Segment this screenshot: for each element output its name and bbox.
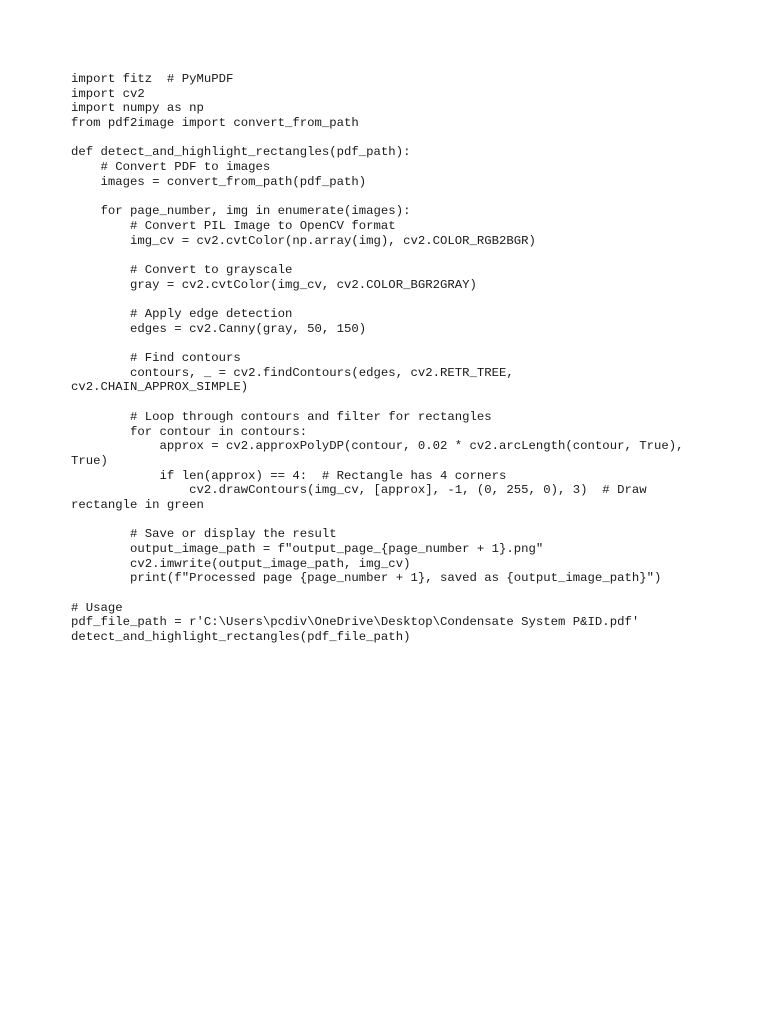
- code-line: print(f"Processed page {page_number + 1}, saved as {output_image_path}"): [71, 571, 662, 586]
- code-line: cv2.imwrite(output_image_path, img_cv): [71, 556, 411, 571]
- code-line: [71, 336, 761, 351]
- code-line: img_cv = cv2.cvtColor(np.array(img), cv2.COLOR_RGB2BGR): [71, 233, 536, 248]
- code-line: cv2.drawContours(img_cv, [approx], -1, (0, 255, 0), 3) # Draw: [71, 483, 647, 498]
- code-line: pdf_file_path = r'C:\Users\pcdiv\OneDrive\Desktop\Condensate System P&ID.pdf': [71, 615, 640, 630]
- code-line: # Convert PIL Image to OpenCV format: [71, 218, 396, 233]
- code-line: from pdf2image import convert_from_path: [71, 116, 359, 131]
- code-line: images = convert_from_path(pdf_path): [71, 174, 367, 189]
- code-line: # Usage: [71, 600, 123, 615]
- code-line: [71, 513, 761, 528]
- code-line: # Find contours: [71, 351, 241, 366]
- code-line: [71, 395, 761, 410]
- code-line: output_image_path = f"output_page_{page_number + 1}.png": [71, 542, 544, 556]
- code-line: [71, 190, 761, 205]
- code-line: [71, 248, 761, 263]
- code-line: for page_number, img in enumerate(images):: [71, 204, 411, 219]
- code-line: # Apply edge detection: [71, 307, 293, 321]
- code-line: [71, 292, 761, 307]
- code-line: edges = cv2.Canny(gray, 50, 150): [71, 321, 367, 336]
- code-line: detect_and_highlight_rectangles(pdf_file_path): [71, 630, 411, 645]
- code-line: rectangle in green: [71, 497, 204, 512]
- code-line: True): [71, 453, 108, 468]
- code-line: approx = cv2.approxPolyDP(contour, 0.02 * cv2.arcLength(contour, True),: [71, 439, 684, 454]
- code-line: [71, 586, 761, 601]
- code-line: import numpy as np: [71, 101, 204, 116]
- code-line: # Convert to grayscale: [71, 262, 293, 277]
- code-line: import cv2: [71, 86, 145, 101]
- code-line: contours, _ = cv2.findContours(edges, cv2.RETR_TREE,: [71, 365, 514, 380]
- code-line: if len(approx) == 4: # Rectangle has 4 corners: [71, 468, 507, 483]
- code-line: for contour in contours:: [71, 424, 308, 439]
- code-listing: [71, 72, 761, 645]
- code-line: import fitz # PyMuPDF: [71, 72, 234, 86]
- code-line: gray = cv2.cvtColor(img_cv, cv2.COLOR_BGR2GRAY): [71, 277, 477, 292]
- code-line: # Save or display the result: [71, 527, 337, 542]
- code-line: # Loop through contours and filter for rectangles: [71, 409, 492, 424]
- code-line: cv2.CHAIN_APPROX_SIMPLE): [71, 380, 249, 395]
- code-line: def detect_and_highlight_rectangles(pdf_path):: [71, 145, 411, 160]
- code-line: # Convert PDF to images: [71, 160, 271, 175]
- code-line: [71, 131, 761, 146]
